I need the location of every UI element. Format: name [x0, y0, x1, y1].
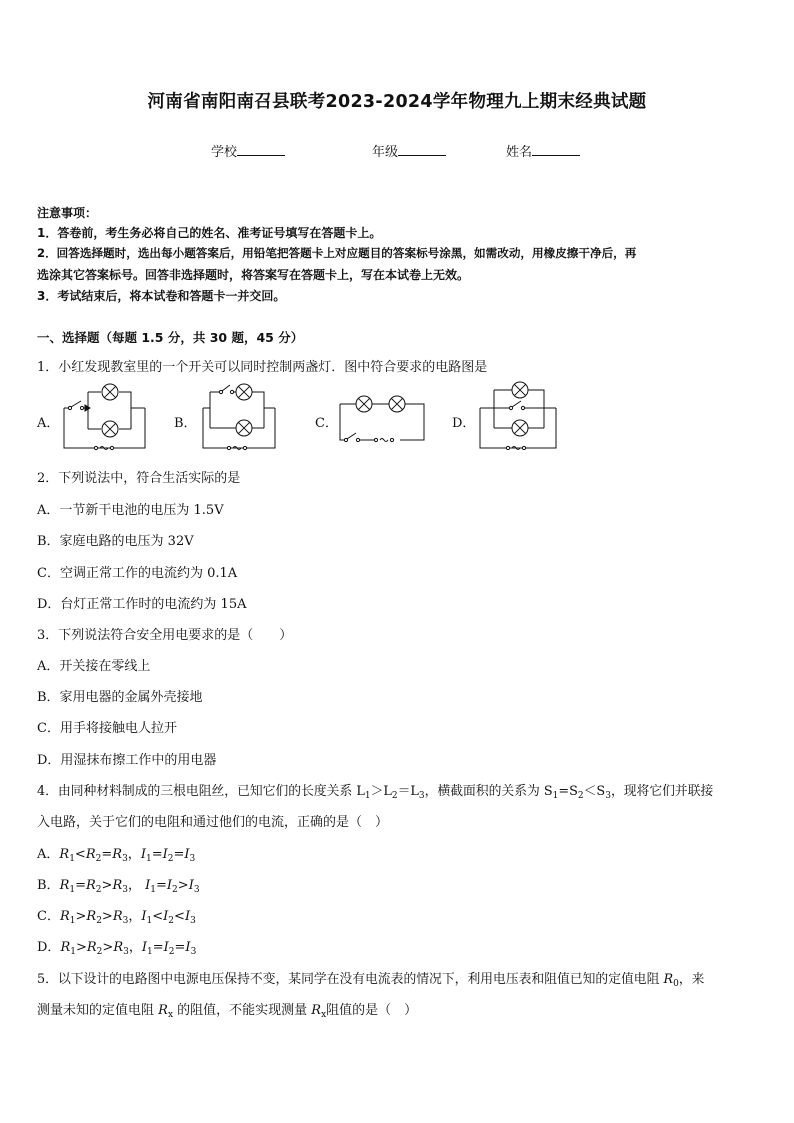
q1-option-b-label: B． — [174, 416, 197, 431]
q4-option-d[interactable]: D．$R_1>R_2>R_3$，$I_1=I_2=I_3$ — [37, 940, 197, 957]
grade-field[interactable] — [372, 141, 446, 160]
q3-option-c[interactable]: C．用手将接触电人拉开 — [37, 721, 177, 736]
section-heading: 一、选择题（每题 1.5 分，共 30 题，45 分） — [37, 330, 304, 345]
q4-option-b[interactable]: B．$R_1=R_2>R_3$， $I_1=I_2>I_3$ — [37, 878, 200, 895]
notice-line-1: 1．答卷前，考生务必将自己的姓名、准考证号填写在答题卡上。 — [37, 226, 382, 240]
q4-stem-line-1: 4．由同种材料制成的三根电阻丝，已知它们的长度关系 $L_1>L_2=L_3$，横截面积的关系为 $S_1=S_2<S_3$，现将它们并联接 — [37, 784, 714, 801]
grade-label: 年级 — [372, 145, 399, 160]
q2-option-d[interactable]: D．台灯正常工作时的电流约为 15A — [37, 597, 247, 612]
q1-option-d-label: D． — [452, 416, 476, 431]
school-blank — [237, 142, 285, 156]
notice-line-2b: 选涂其它答案标号。回答非选择题时，将答案写在答题卡上，写在本试卷上无效。 — [37, 268, 470, 282]
circuit-diagram-a[interactable] — [58, 383, 153, 455]
q5-stem-line-2: 测量未知的定值电阻 $R_x$ 的阻值，不能实现测量 $R_x$阻值的是（ ） — [37, 1003, 418, 1020]
name-field[interactable] — [506, 141, 580, 160]
circuit-diagram-c[interactable] — [334, 388, 432, 448]
q2-option-a[interactable]: A．一节新干电池的电压为 1.5V — [37, 503, 224, 518]
q3-option-d[interactable]: D．用湿抹布擦工作中的用电器 — [37, 753, 217, 768]
q2-stem: 2．下列说法中，符合生活实际的是 — [37, 471, 241, 486]
page-title: 河南省南阳南召县联考2023-2024学年物理九上期末经典试题 — [147, 92, 647, 112]
q4-stem-line-2: 入电路，关于它们的电阻和通过他们的电流，正确的是（ ） — [37, 815, 389, 830]
q3-stem: 3．下列说法符合安全用电要求的是（ ） — [37, 628, 293, 643]
name-label: 姓名 — [506, 145, 533, 160]
q3-option-b[interactable]: B．家用电器的金属外壳接地 — [37, 690, 203, 705]
q1-stem: 1．小红发现教室里的一个开关可以同时控制两盏灯．图中符合要求的电路图是 — [37, 360, 488, 375]
grade-blank — [398, 142, 446, 156]
q4-option-a[interactable]: A．$R_1<R_2=R_3$，$I_1=I_2=I_3$ — [37, 847, 196, 864]
q4-option-c[interactable]: C．$R_1>R_2>R_3$，$I_1<I_2<I_3$ — [37, 909, 196, 926]
circuit-diagram-d[interactable] — [474, 376, 564, 458]
notice-heading: 注意事项： — [37, 206, 98, 220]
school-label: 学校 — [211, 145, 238, 160]
name-blank — [532, 142, 580, 156]
q1-option-c-label: C． — [315, 416, 338, 431]
q3-option-a[interactable]: A．开关接在零线上 — [37, 659, 151, 674]
q5-stem-line-1: 5．以下设计的电路图中电源电压保持不变，某同学在没有电流表的情况下，利用电压表和阻值已知的定值电阻 $R_0$，来 — [37, 972, 705, 989]
notice-line-3: 3．考试结束后，将本试卷和答题卡一并交回。 — [37, 289, 286, 303]
school-field[interactable] — [211, 141, 285, 160]
q2-option-c[interactable]: C．空调正常工作的电流约为 0.1A — [37, 566, 238, 581]
circuit-diagram-b[interactable] — [197, 383, 287, 455]
q1-option-a-label: A． — [37, 416, 60, 431]
notice-line-2a: 2．回答选择题时，选出每小题答案后，用铅笔把答题卡上对应题目的答案标号涂黑，如需改动，用橡皮擦干净后，再 — [37, 246, 637, 260]
q2-option-b[interactable]: B．家庭电路的电压为 32V — [37, 534, 194, 549]
